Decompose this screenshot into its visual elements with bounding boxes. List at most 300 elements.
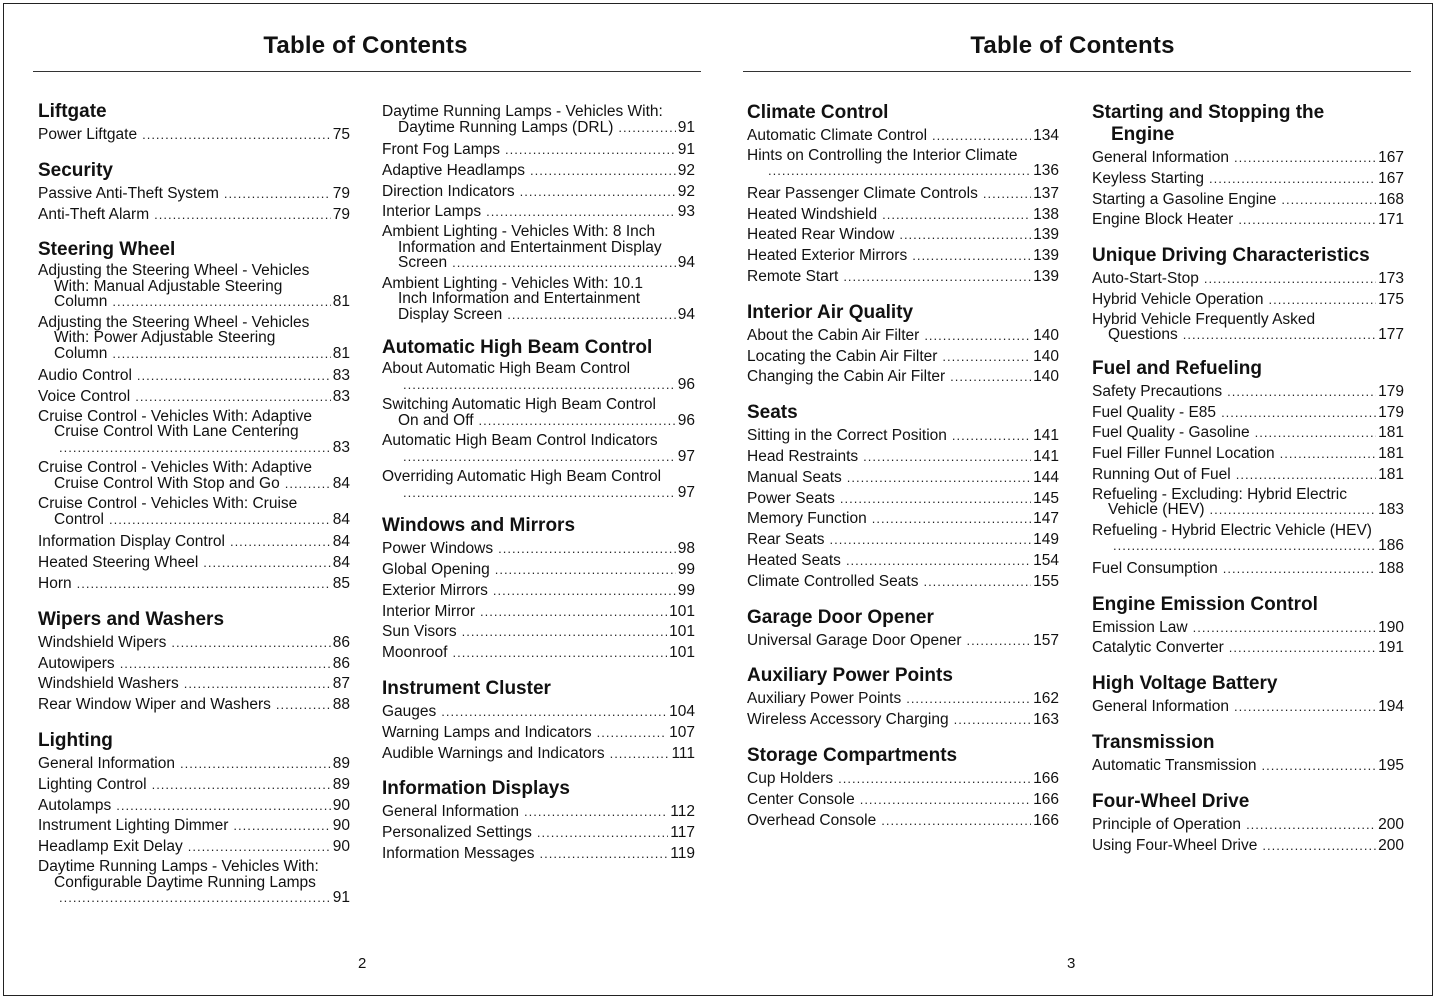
toc-entry [1092, 618, 1404, 639]
toc-entry [38, 654, 350, 675]
dot-leader [480, 602, 667, 623]
toc-entry-row [1092, 465, 1404, 486]
toc-page-number: 86 [332, 654, 350, 672]
toc-entry [382, 802, 695, 823]
toc-entry-row [382, 161, 695, 182]
dot-leader [203, 553, 330, 574]
toc-page-number: 181 [1378, 465, 1404, 483]
toc-page-number: 166 [1033, 790, 1059, 808]
toc-entry-row [747, 468, 1059, 489]
dot-leader [942, 347, 1031, 368]
toc-entry-text: Audible Warnings and Indicators [382, 744, 605, 762]
dot-leader [881, 811, 1031, 832]
toc-page-number: 96 [677, 411, 695, 429]
toc-entry-text: General Information [382, 803, 519, 821]
toc-entry-text: Warning Lamps and Indicators [382, 723, 592, 741]
toc-page-number: 104 [669, 702, 695, 720]
toc-entry-row [38, 574, 350, 595]
toc-page-number: 93 [677, 203, 695, 221]
toc-entry-text: Interior Lamps [382, 203, 482, 221]
toc-entry-text: Automatic Climate Control [747, 127, 928, 144]
toc-entry-text: Voice Control [38, 388, 131, 406]
title-rule [743, 71, 1411, 72]
toc-entry-text: Overriding Automatic High Beam Control [382, 468, 662, 486]
toc-entry-text: Heated Seats [747, 551, 841, 569]
toc-entry-row [382, 449, 695, 466]
toc-page-number: 194 [1378, 698, 1404, 716]
dot-leader [932, 126, 1031, 147]
section-heading-line: Four-Wheel Drive [1092, 790, 1250, 812]
section-heading [747, 607, 1059, 629]
toc-entry [1092, 815, 1404, 836]
dot-leader [1193, 618, 1377, 639]
section-heading-line: Steering Wheel [38, 239, 176, 261]
toc-entry-text: Rear Passenger Climate Controls [747, 184, 978, 202]
toc-entry-row [747, 710, 1059, 731]
toc-entry-row [38, 125, 350, 146]
toc-page-number: 91 [332, 889, 350, 907]
toc-section [1092, 102, 1404, 231]
toc-entry-row [382, 539, 695, 560]
toc-entry-row [38, 532, 350, 553]
toc-entry-text: Automatic High Beam Control Indicators [382, 432, 658, 450]
toc-page-number: 141 [1033, 427, 1059, 445]
toc-page-number: 149 [1033, 531, 1059, 549]
toc-entry [1092, 756, 1404, 777]
section-heading-line: Interior Air Quality [747, 301, 914, 323]
toc-page-number: 83 [332, 388, 350, 406]
toc-entry-row [38, 346, 350, 363]
toc-page-number: 179 [1378, 382, 1404, 400]
toc-page-number: 157 [1033, 631, 1059, 649]
dot-leader [77, 574, 331, 595]
dot-leader [872, 509, 1031, 530]
dot-leader [184, 674, 331, 695]
toc-entry [382, 397, 695, 429]
toc-entry [382, 276, 695, 324]
section-heading [382, 778, 695, 800]
toc-page-number: 168 [1378, 190, 1404, 208]
toc-page-number: 97 [677, 483, 695, 501]
dot-leader [954, 710, 1032, 731]
toc-entry-text: Using Four-Wheel Drive [1092, 836, 1258, 854]
toc-entry-row [1092, 618, 1404, 639]
toc-entry-text: Configurable Daytime Running Lamps [54, 873, 316, 891]
toc-page-number: 140 [1033, 326, 1059, 344]
toc-entry-row [1092, 290, 1404, 311]
toc-entry [747, 246, 1059, 267]
toc-entry-row [1092, 815, 1404, 836]
section-heading-line: Engine [1111, 124, 1175, 145]
toc-entry-row [1092, 327, 1404, 344]
toc-entry-row [382, 844, 695, 865]
toc-entry-row [1092, 836, 1404, 857]
toc-entry-row [382, 823, 695, 844]
toc-entry-row [38, 796, 350, 817]
toc-entry-text: Information and Entertainment Display [398, 238, 662, 256]
toc-entry-row [38, 512, 350, 529]
toc-entry-text: Windshield Washers [38, 675, 179, 693]
toc-entry [747, 148, 1059, 180]
toc-entry-row [38, 553, 350, 574]
dot-leader [952, 426, 1031, 447]
toc-page-number: 119 [670, 844, 695, 862]
toc-column-2 [382, 103, 695, 879]
toc-entry-text: Cruise Control With Stop and Go [54, 474, 280, 492]
toc-entry-row [382, 581, 695, 602]
page-number: 3 [1067, 955, 1076, 972]
toc-entry-text: Exterior Mirrors [382, 581, 488, 599]
toc-entry-text: Rear Window Wiper and Washers [38, 696, 271, 714]
dot-leader [505, 140, 676, 161]
toc-page-number: 163 [1033, 711, 1059, 729]
toc-entry [38, 754, 350, 775]
section-heading [1092, 791, 1404, 813]
toc-entry-text: General Information [1092, 698, 1229, 716]
toc-entry-row [38, 476, 350, 493]
toc-section [38, 730, 350, 906]
toc-entry-row [38, 695, 350, 716]
toc-section [1092, 358, 1404, 580]
toc-entry-text: Vehicle (HEV) [1108, 501, 1205, 519]
dot-leader [967, 631, 1032, 652]
section-heading [747, 402, 1059, 424]
toc-section [382, 337, 695, 501]
toc-entry-row [38, 816, 350, 837]
toc-entry [747, 267, 1059, 288]
toc-entry [382, 602, 695, 623]
page-title: Table of Contents [263, 32, 468, 59]
toc-entry-row [747, 205, 1059, 226]
toc-page-number: 79 [332, 184, 350, 202]
toc-entry [38, 859, 350, 907]
toc-entry-text: Engine Block Heater [1092, 211, 1234, 229]
toc-page-number: 167 [1378, 149, 1404, 166]
toc-entry [1092, 465, 1404, 486]
toc-entry [38, 409, 350, 457]
toc-entry-text: Refueling - Excluding: Hybrid Electric [1092, 485, 1347, 503]
toc-entry-row [747, 367, 1059, 388]
toc-entry [382, 361, 695, 393]
dot-leader [180, 754, 331, 775]
toc-entry-text: Power Windows [382, 540, 494, 558]
toc-entry [747, 447, 1059, 468]
toc-page-number: 136 [1033, 162, 1059, 180]
toc-entry [38, 205, 350, 226]
toc-entry-text: Running Out of Fuel [1092, 465, 1231, 483]
toc-entry-text: Manual Seats [747, 468, 842, 486]
toc-entry-text: Cruise Control With Lane Centering [54, 423, 299, 441]
toc-section [38, 160, 350, 226]
toc-entry [38, 674, 350, 695]
toc-page-number: 140 [1033, 368, 1059, 386]
toc-entry-text: Adaptive Headlamps [382, 161, 526, 179]
toc-page-number: 91 [677, 141, 695, 158]
dot-leader [116, 796, 331, 817]
dot-leader [843, 267, 1031, 288]
toc-entry-text: Autowipers [38, 654, 115, 672]
toc-entry-text: Global Opening [382, 560, 490, 578]
toc-entry-row [382, 643, 695, 664]
dot-leader [846, 551, 1031, 572]
section-heading [747, 745, 1059, 767]
dot-leader [860, 790, 1031, 811]
section-heading [747, 102, 1059, 124]
dot-leader [840, 489, 1031, 510]
toc-entry-text: Refueling - Hybrid Electric Vehicle (HEV) [1092, 521, 1372, 539]
toc-entry-text: Horn [38, 575, 72, 593]
toc-entry [38, 633, 350, 654]
toc-entry-row [38, 440, 350, 457]
dot-leader [838, 769, 1031, 790]
toc-entry-text: Daytime Running Lamps (DRL) [398, 118, 614, 136]
toc-page-number: 117 [670, 824, 695, 842]
dot-leader [479, 413, 676, 430]
section-heading-line: Wipers and Washers [38, 608, 225, 630]
toc-entry-text: Cruise Control - Vehicles With: Adaptive [38, 407, 312, 425]
dot-leader [109, 512, 331, 529]
toc-page-number: 139 [1033, 247, 1059, 265]
toc-entry [382, 539, 695, 560]
toc-entry [382, 581, 695, 602]
toc-entry [382, 469, 695, 501]
toc-page-number: 171 [1378, 211, 1404, 229]
toc-entry [747, 530, 1059, 551]
toc-entry-text: Adjusting the Steering Wheel - Vehicles [38, 262, 310, 280]
toc-entry-text: Starting a Gasoline Engine [1092, 190, 1277, 208]
toc-entry-text: Cup Holders [747, 769, 834, 787]
toc-entry-text: Memory Function [747, 510, 867, 528]
toc-entry-row [1092, 559, 1404, 580]
dot-leader [524, 802, 668, 823]
toc-entry-text: With: Power Adjustable Steering [54, 329, 276, 347]
toc-page-number: 83 [332, 438, 350, 456]
toc-entry-row [382, 377, 695, 394]
toc-page-number: 89 [332, 775, 350, 793]
toc-page-number: 175 [1378, 290, 1404, 308]
toc-entry-text: General Information [38, 755, 175, 773]
toc-entry-row [747, 163, 1059, 180]
toc-entry-row [747, 347, 1059, 368]
toc-entry [747, 509, 1059, 530]
toc-entry [747, 811, 1059, 832]
dot-leader [1209, 169, 1376, 190]
toc-entry-row [382, 413, 695, 430]
dot-leader [495, 560, 676, 581]
toc-page-number: 111 [671, 744, 695, 762]
toc-entry-text: Passive Anti-Theft System [38, 184, 219, 202]
toc-entry-row [747, 184, 1059, 205]
dot-leader [152, 775, 331, 796]
toc-entry [38, 184, 350, 205]
dot-leader [1262, 836, 1376, 857]
toc-page-number: 139 [1033, 267, 1059, 285]
toc-page-number: 166 [1033, 811, 1059, 829]
toc-entry [382, 723, 695, 744]
toc-entry [382, 104, 695, 136]
dot-leader [1234, 148, 1376, 169]
toc-entry-row [1092, 382, 1404, 403]
toc-entry-text: General Information [1092, 149, 1229, 166]
toc-entry-text: Heated Windshield [747, 205, 878, 223]
toc-entry-text: Ambient Lighting - Vehicles With: 10.1 [382, 274, 644, 292]
toc-entry-row [38, 387, 350, 408]
section-heading-line: Windows and Mirrors [382, 515, 576, 537]
dot-leader [486, 202, 676, 223]
toc-entry-text: Rear Seats [747, 531, 825, 549]
toc-entry-row [382, 802, 695, 823]
toc-entry-text: Daytime Running Lamps - Vehicles With: [38, 858, 319, 876]
toc-entry-text: Fuel Quality - Gasoline [1092, 424, 1250, 442]
toc-entry [382, 140, 695, 161]
toc-entry-row [1092, 269, 1404, 290]
toc-page-number: 87 [332, 675, 350, 693]
toc-entry-row [38, 890, 350, 907]
dot-leader [154, 205, 331, 226]
toc-entry [747, 367, 1059, 388]
toc-entry-row [747, 631, 1059, 652]
dot-leader [1268, 290, 1376, 311]
toc-entry-text: Heated Rear Window [747, 226, 895, 244]
dot-leader [403, 485, 676, 502]
toc-section [747, 302, 1059, 388]
dot-leader [1221, 403, 1376, 424]
toc-entry-text: Windshield Wipers [38, 633, 167, 651]
toc-entry [382, 622, 695, 643]
toc-section [747, 665, 1059, 731]
toc-entry-text: Ambient Lighting - Vehicles With: 8 Inch [382, 223, 656, 241]
dot-leader [224, 184, 331, 205]
toc-page-number: 137 [1033, 184, 1059, 202]
dot-leader [923, 572, 1031, 593]
toc-section [1092, 594, 1404, 660]
toc-entry-text: Fuel Quality - E85 [1092, 403, 1217, 421]
section-heading-line: Lighting [38, 730, 113, 752]
toc-entry-row [1092, 210, 1404, 231]
dot-leader [899, 225, 1031, 246]
toc-entry-text: About Automatic High Beam Control [382, 360, 631, 378]
toc-page-number: 154 [1033, 551, 1059, 569]
toc-entry-row [382, 120, 695, 137]
toc-entry-row [382, 202, 695, 223]
toc-entry [382, 182, 695, 203]
toc-section [382, 104, 695, 323]
toc-entry [747, 184, 1059, 205]
dot-leader [498, 539, 676, 560]
toc-page-number: 99 [677, 560, 695, 578]
toc-entry-text: Column [54, 344, 108, 362]
section-heading [1092, 673, 1404, 695]
toc-page-number: 138 [1033, 205, 1059, 223]
dot-leader [540, 844, 669, 865]
toc-entry-text: Fuel Filler Funnel Location [1092, 445, 1275, 463]
dot-leader [403, 449, 676, 466]
toc-entry [747, 631, 1059, 652]
toc-entry-row [747, 689, 1059, 710]
toc-entry [1092, 523, 1404, 555]
toc-section [1092, 791, 1404, 857]
dot-leader [924, 326, 1031, 347]
dot-leader [950, 367, 1031, 388]
section-heading [382, 515, 695, 537]
toc-entry-row [382, 744, 695, 765]
dot-leader [1229, 638, 1376, 659]
section-heading-line: Auxiliary Power Points [747, 665, 953, 687]
toc-entry [38, 574, 350, 595]
toc-page-number: 101 [669, 602, 695, 620]
toc-entry [747, 572, 1059, 593]
toc-entry-text: Audio Control [38, 367, 132, 385]
toc-entry [38, 816, 350, 837]
toc-entry-text: Cruise Control - Vehicles With: Cruise [38, 495, 298, 513]
toc-entry [1092, 403, 1404, 424]
toc-page-number: 101 [669, 644, 695, 662]
toc-entry-text: Interior Mirror [382, 602, 476, 620]
dot-leader [233, 816, 330, 837]
right-page [719, 0, 1438, 1000]
dot-leader [1113, 538, 1376, 555]
section-heading-line: Automatic High Beam Control [382, 337, 653, 359]
toc-entry-text: Wireless Accessory Charging [747, 711, 949, 729]
toc-entry-text: Questions [1108, 326, 1178, 344]
toc-section [747, 102, 1059, 288]
section-heading [1092, 732, 1404, 754]
toc-entry-text: Power Seats [747, 489, 835, 507]
toc-page-number: 83 [332, 367, 350, 385]
section-heading-line: Climate Control [747, 102, 889, 123]
toc-entry-row [747, 530, 1059, 551]
toc-entry [1092, 382, 1404, 403]
toc-entry-text: Headlamp Exit Delay [38, 838, 183, 856]
toc-entry [382, 702, 695, 723]
dot-leader [285, 476, 331, 493]
toc-page-number: 99 [677, 581, 695, 599]
toc-entry-text: Safety Precautions [1092, 382, 1223, 400]
section-heading-line: Storage Compartments [747, 744, 958, 766]
toc-entry-row [382, 307, 695, 324]
toc-entry [747, 225, 1059, 246]
toc-entry [38, 315, 350, 363]
dot-leader [597, 723, 667, 744]
dot-leader [142, 125, 331, 146]
dot-leader [452, 643, 667, 664]
toc-section [1092, 732, 1404, 777]
dot-leader [1223, 559, 1376, 580]
toc-entry-row [38, 674, 350, 695]
toc-entry-row [38, 654, 350, 675]
dot-leader [462, 622, 667, 643]
dot-leader [1209, 502, 1376, 519]
toc-entry [1092, 190, 1404, 211]
dot-leader [507, 307, 676, 324]
dot-leader [906, 689, 1031, 710]
toc-entry [747, 426, 1059, 447]
toc-page-number: 134 [1033, 127, 1059, 144]
toc-page-number: 179 [1378, 403, 1404, 421]
toc-page-number: 147 [1033, 510, 1059, 528]
dot-leader [59, 890, 331, 907]
dot-leader [1280, 444, 1376, 465]
dot-leader [1246, 815, 1376, 836]
dot-leader [618, 120, 675, 137]
dot-leader [882, 205, 1031, 226]
dot-leader [1281, 190, 1376, 211]
dot-leader [112, 294, 330, 311]
toc-section [747, 402, 1059, 592]
toc-entry-row [382, 622, 695, 643]
toc-section [747, 607, 1059, 652]
dot-leader [912, 246, 1031, 267]
